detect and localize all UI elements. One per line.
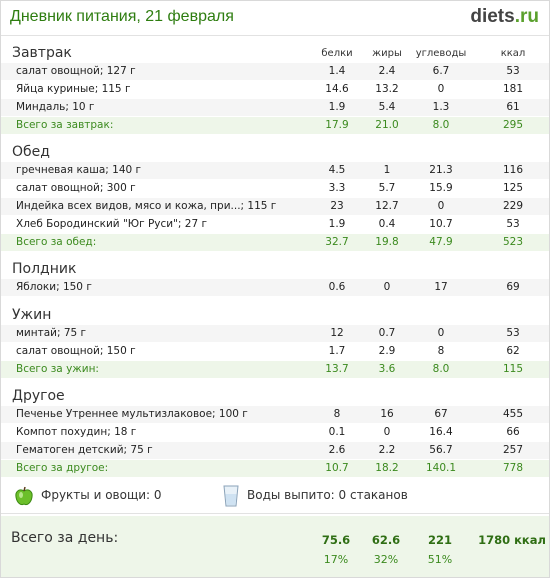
food-name[interactable]: салат овощной; 127 г: [16, 65, 136, 77]
food-protein: 0.6: [328, 281, 346, 293]
food-fat: 1: [383, 164, 391, 176]
food-fat: 0: [383, 281, 391, 293]
day-total: [1, 516, 549, 577]
food-protein: 2.6: [328, 444, 346, 456]
meal-header: [1, 140, 549, 162]
food-fat: 2.9: [378, 345, 396, 357]
food-protein: 8: [333, 408, 341, 420]
total-carbs: 8.0: [432, 119, 450, 131]
meal-total-label: Всего за обед:: [16, 236, 97, 248]
food-protein: 1.4: [328, 65, 346, 77]
total-protein: 10.7: [325, 462, 349, 474]
food-name[interactable]: минтай; 75 г: [16, 327, 87, 339]
food-fat: 5.4: [378, 101, 396, 113]
logo-tld: .ru: [514, 6, 539, 27]
meal-total-row: [1, 234, 549, 251]
site-logo[interactable]: [470, 6, 539, 28]
food-carbs: 8: [437, 345, 445, 357]
food-name[interactable]: салат овощной; 150 г: [16, 345, 136, 357]
apple-icon: [13, 485, 35, 511]
food-protein: 4.5: [328, 164, 346, 176]
food-protein: 1.9: [328, 218, 346, 230]
meal-total-row: [1, 117, 549, 134]
food-carbs: 15.9: [429, 182, 453, 194]
meals-table: [1, 41, 549, 483]
food-kcal: 257: [502, 444, 524, 456]
column-fat: жиры: [372, 48, 402, 59]
meal-title: Другое: [12, 388, 65, 404]
food-carbs: 56.7: [429, 444, 453, 456]
food-fat: 13.2: [375, 83, 399, 95]
meal-total-label: Всего за завтрак:: [16, 119, 114, 131]
food-carbs: 21.3: [429, 164, 453, 176]
food-fat: 5.7: [378, 182, 396, 194]
food-name[interactable]: Яблоки; 150 г: [16, 281, 92, 293]
fruits-counter: Фрукты и овощи: 0: [41, 488, 162, 502]
food-carbs: 17: [434, 281, 448, 293]
column-kcal: ккал: [500, 48, 526, 59]
food-kcal: 53: [506, 218, 520, 230]
food-row[interactable]: [1, 442, 549, 460]
water-counter: Воды выпито: 0 стаканов: [247, 488, 408, 502]
food-name[interactable]: Печенье Утреннее мультизлаковое; 100 г: [16, 408, 248, 420]
food-protein: 23: [330, 200, 344, 212]
food-row[interactable]: [1, 198, 549, 216]
day-kcal: 1780 ккал: [478, 533, 546, 547]
meal-title: Ужин: [12, 307, 52, 323]
food-carbs: 1.3: [432, 101, 450, 113]
meal-items: [1, 162, 549, 234]
meal-title: Обед: [12, 144, 50, 160]
food-row[interactable]: [1, 81, 549, 99]
food-protein: 1.7: [328, 345, 346, 357]
total-fat: 18.2: [375, 462, 399, 474]
food-kcal: 61: [506, 101, 520, 113]
food-carbs: 0: [437, 327, 445, 339]
day-carbs-percent: 51%: [427, 553, 453, 566]
meal-header: [1, 384, 549, 406]
food-carbs: 16.4: [429, 426, 453, 438]
food-fat: 12.7: [375, 200, 399, 212]
total-protein: 32.7: [325, 236, 349, 248]
food-row[interactable]: [1, 279, 549, 297]
food-fat: 0: [383, 426, 391, 438]
total-protein: 13.7: [325, 363, 349, 375]
food-protein: 14.6: [325, 83, 349, 95]
extras-bar: [1, 483, 549, 514]
column-protein: белки: [321, 48, 353, 59]
total-carbs: 140.1: [425, 462, 457, 474]
day-carbs: 221: [427, 533, 452, 547]
meal-total-row: [1, 460, 549, 477]
food-fat: 0.4: [378, 218, 396, 230]
food-fat: 2.4: [378, 65, 396, 77]
food-name[interactable]: салат овощной; 300 г: [16, 182, 136, 194]
logo-main: diets: [470, 6, 515, 27]
food-row[interactable]: [1, 63, 549, 81]
food-carbs: 0: [437, 83, 445, 95]
food-row[interactable]: [1, 406, 549, 424]
day-protein-percent: 17%: [323, 553, 349, 566]
glass-icon: [223, 485, 239, 511]
food-row[interactable]: [1, 325, 549, 343]
total-fat: 21.0: [375, 119, 399, 131]
meal-items: [1, 63, 549, 117]
day-total-label: Всего за день:: [11, 530, 119, 546]
total-kcal: 778: [502, 462, 524, 474]
day-fat-percent: 32%: [373, 553, 399, 566]
food-carbs: 0: [437, 200, 445, 212]
meal-items: [1, 406, 549, 460]
meal-items: [1, 279, 549, 297]
column-carbs: углеводы: [415, 48, 467, 59]
food-kcal: 69: [506, 281, 520, 293]
meal-header: [1, 257, 549, 279]
meal-total-label: Всего за ужин:: [16, 363, 99, 375]
food-kcal: 53: [506, 65, 520, 77]
food-name[interactable]: Индейка всех видов, мясо и кожа, при...; 115 г: [16, 200, 277, 212]
header: [1, 1, 549, 36]
food-protein: 0.1: [328, 426, 346, 438]
food-kcal: 62: [506, 345, 520, 357]
food-name[interactable]: Компот похудин; 18 г: [16, 426, 137, 438]
total-kcal: 115: [502, 363, 524, 375]
food-name[interactable]: Хлеб Бородинский "Юг Руси"; 27 г: [16, 218, 208, 230]
food-kcal: 66: [506, 426, 520, 438]
food-carbs: 67: [434, 408, 448, 420]
food-row[interactable]: [1, 424, 549, 442]
day-fat: 62.6: [371, 533, 401, 547]
food-kcal: 229: [502, 200, 524, 212]
day-protein: 75.6: [321, 533, 351, 547]
total-fat: 3.6: [378, 363, 396, 375]
meal-items: [1, 325, 549, 361]
food-row[interactable]: [1, 216, 549, 234]
food-kcal: 53: [506, 327, 520, 339]
meal-header: [1, 303, 549, 325]
food-protein: 1.9: [328, 101, 346, 113]
meal-title: Завтрак: [12, 45, 72, 61]
food-row[interactable]: [1, 99, 549, 117]
food-row[interactable]: [1, 343, 549, 361]
total-carbs: 47.9: [429, 236, 453, 248]
total-fat: 19.8: [375, 236, 399, 248]
food-kcal: 116: [502, 164, 524, 176]
food-fat: 2.2: [378, 444, 396, 456]
total-carbs: 8.0: [432, 363, 450, 375]
food-fat: 16: [380, 408, 394, 420]
food-name[interactable]: гречневая каша; 140 г: [16, 164, 142, 176]
food-kcal: 125: [502, 182, 524, 194]
food-carbs: 10.7: [429, 218, 453, 230]
food-kcal: 455: [502, 408, 524, 420]
meal-header: [1, 41, 549, 63]
total-kcal: 523: [502, 236, 524, 248]
meal-title: Полдник: [12, 261, 77, 277]
food-name[interactable]: Миндаль; 10 г: [16, 101, 95, 113]
total-protein: 17.9: [325, 119, 349, 131]
page-title: Дневник питания, 21 февраля: [10, 8, 234, 25]
food-row[interactable]: [1, 162, 549, 180]
meal-total-row: [1, 361, 549, 378]
food-protein: 3.3: [328, 182, 346, 194]
food-carbs: 6.7: [432, 65, 450, 77]
food-fat: 0.7: [378, 327, 396, 339]
food-name[interactable]: Гематоген детский; 75 г: [16, 444, 153, 456]
food-name[interactable]: Яйца куриные; 115 г: [16, 83, 131, 95]
food-kcal: 181: [502, 83, 524, 95]
food-row[interactable]: [1, 180, 549, 198]
meal-total-label: Всего за другое:: [16, 462, 109, 474]
total-kcal: 295: [502, 119, 524, 131]
food-protein: 12: [330, 327, 344, 339]
